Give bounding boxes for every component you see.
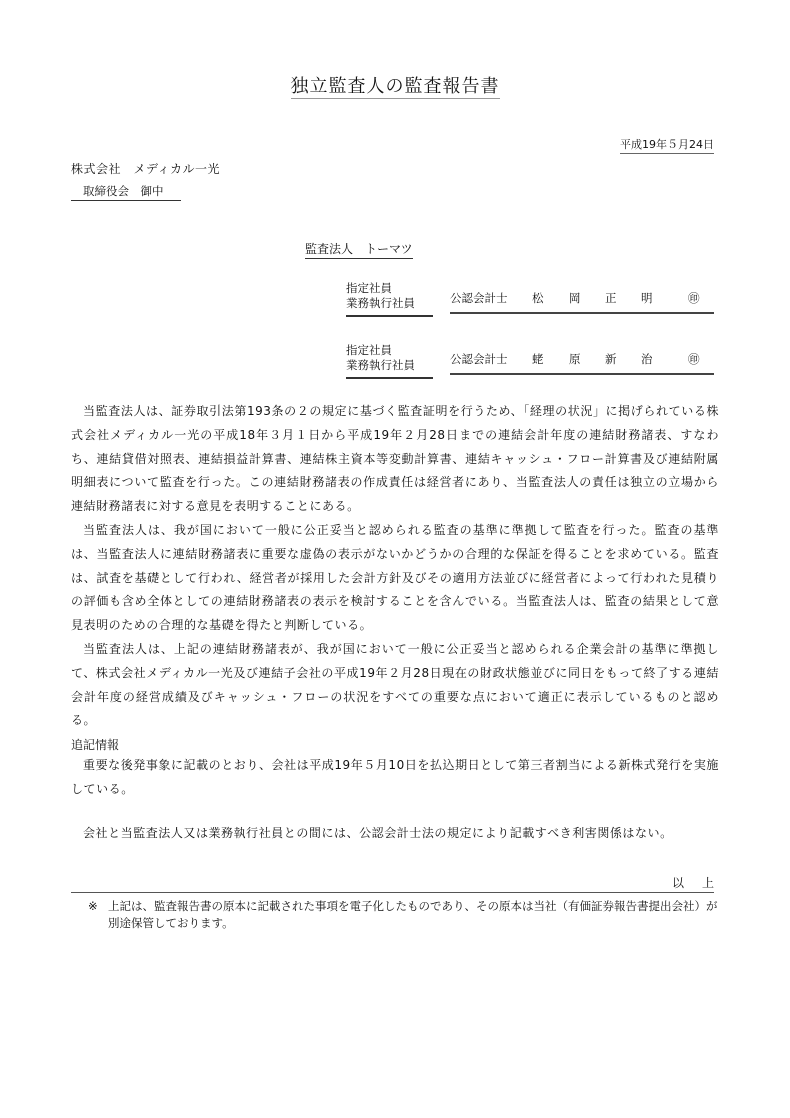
signatory-name-char: 正 [605, 291, 617, 305]
interest-section [71, 822, 719, 846]
opinion-body [71, 400, 719, 733]
signatory-title: 公認会計士 [450, 291, 508, 305]
signatory-name-char: 治 [641, 352, 653, 366]
signatory-role [346, 343, 433, 379]
audit-firm: 監査法人 トーマツ [305, 240, 413, 259]
company-name: 株式会社 メディカル一光 [71, 162, 221, 176]
seal-icon: ㊞ [688, 352, 700, 366]
seal-icon: ㊞ [688, 291, 700, 305]
supplementary-text: 重要な後発事象に記載のとおり、会社は平成19年５月10日を払込期日として第三者割当による新株式発行を実施している。 [71, 758, 719, 796]
footnote [88, 898, 718, 932]
signatory-name-char: 原 [569, 352, 581, 366]
document-title-text: 独立監査人の監査報告書 [290, 76, 500, 97]
role-line-2: 業務執行社員 [346, 358, 415, 372]
role-line-1: 指定社員 [346, 343, 392, 357]
paragraph-basis: 当監査法人は、我が国において一般に公正妥当と認められる監査の基準に準拠して監査を行った。監査の基準は、当監査法人に連結財務諸表に重要な虚偽の表示がないかどうかの合理的な保証を得ることを求めている。監査は、試査を基礎として行われ、経営者が採用した会計方針及びその適用方法並びに経営者によって行われた見積りの評価も含め全体としての連結財務諸表の表示を検討することを含んでいる。当監査法人は、監査の結果として意見表明のための合理的な基礎を得たと判断している。 [71, 522, 719, 633]
reference-mark-icon: ※ [88, 899, 98, 913]
footer-divider [71, 892, 714, 893]
supplementary-section [71, 754, 719, 802]
signatory-name-char: 新 [605, 352, 617, 366]
paragraph-scope: 当監査法人は、証券取引法第193条の２の規定に基づく監査証明を行うため、「経理の状況」に掲げられている株式会社メディカル一光の平成18年３月１日から平成19年２月28日までの連結会計年度の連結財務諸表、すなわち、連結貸借対照表、連結損益計算書、連結株主資本等変動計算書、連結キャッシュ・フロー計算書及び連結附属明細表について監査を行った。この連結財務諸表の作成責任は経営者にあり、当監査法人の責任は独立の立場から連結財務諸表に対する意見を表明することにある。 [71, 404, 719, 514]
signature-line [450, 312, 714, 314]
addressee: 取締役会 御中 [71, 183, 181, 201]
interest-statement: 会社と当監査法人又は業務執行社員との間には、公認会計士法の規定により記載すべき利害関係はない。 [83, 826, 673, 840]
signatory-title: 公認会計士 [450, 352, 508, 366]
report-date: 平成19年５月24日 [620, 136, 714, 154]
role-line-1: 指定社員 [346, 281, 392, 295]
supplementary-heading: 追記情報 [71, 738, 120, 752]
signatory-name-char: 蛯 [532, 352, 544, 366]
closing-mark: 以上 [671, 876, 732, 890]
document-title [0, 72, 790, 98]
signatory-role [346, 281, 433, 317]
paragraph-opinion: 当監査法人は、上記の連結財務諸表が、我が国において一般に公正妥当と認められる企業会計の基準に準拠して、株式会社メディカル一光及び連結子会社の平成19年２月28日現在の財政状態並びに同日をもって終了する連結会計年度の経営成績及びキャッシュ・フローの状況をすべての重要な点において適正に表示しているものと認める。 [71, 641, 719, 728]
signatory-name-char: 岡 [569, 291, 581, 305]
signatory-name-char: 明 [641, 291, 653, 305]
signatory-name-char: 松 [532, 291, 544, 305]
signature-line [450, 373, 714, 375]
role-line-2: 業務執行社員 [346, 296, 415, 310]
footnote-text: 上記は、監査報告書の原本に記載された事項を電子化したものであり、その原本は当社（有価証券報告書提出会社）が別途保管しております。 [108, 899, 718, 930]
